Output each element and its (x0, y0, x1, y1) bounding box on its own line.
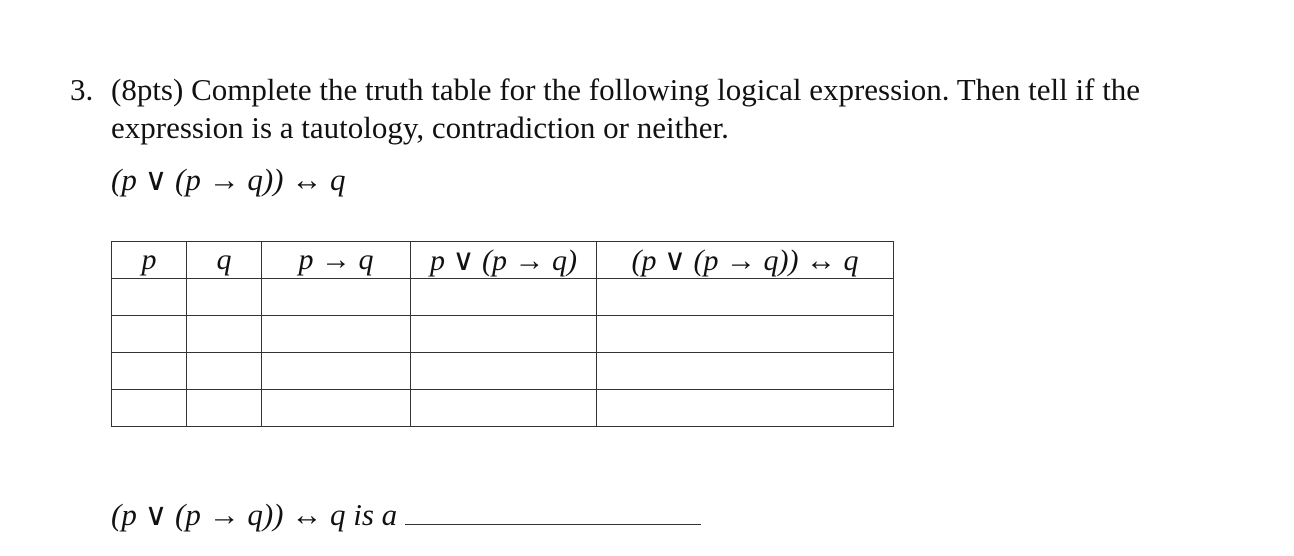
table-cell[interactable] (411, 316, 597, 353)
problem-statement-line-1: (8pts) Complete the truth table for the following logical expression. Then tell if the (111, 72, 1141, 107)
table-cell[interactable] (187, 390, 262, 427)
table-cell[interactable] (112, 279, 187, 316)
table-row (112, 279, 894, 316)
table-cell[interactable] (262, 279, 411, 316)
header-p-implies-q: p → q (262, 242, 411, 279)
table-cell[interactable] (187, 316, 262, 353)
table-cell[interactable] (112, 316, 187, 353)
answer-line (111, 496, 701, 533)
header-biconditional: (p ∨ (p → q)) ↔ q (597, 242, 894, 279)
truth-table-header-row (112, 242, 894, 279)
table-row (112, 353, 894, 390)
answer-prompt: (p ∨ (p → q)) ↔ q is a (111, 497, 398, 532)
problem-number: 3. (70, 72, 94, 107)
table-row (112, 390, 894, 427)
table-cell[interactable] (411, 279, 597, 316)
table-cell[interactable] (112, 353, 187, 390)
header-p: p (112, 242, 187, 279)
table-cell[interactable] (112, 390, 187, 427)
table-cell[interactable] (262, 390, 411, 427)
table-row (112, 316, 894, 353)
truth-table (111, 241, 894, 427)
table-cell[interactable] (597, 316, 894, 353)
header-p-or-p-implies-q: p ∨ (p → q) (411, 242, 597, 279)
table-cell[interactable] (411, 390, 597, 427)
answer-blank[interactable] (405, 496, 701, 525)
table-cell[interactable] (262, 316, 411, 353)
header-q: q (187, 242, 262, 279)
table-cell[interactable] (262, 353, 411, 390)
logical-expression: (p ∨ (p → q)) ↔ q (111, 162, 346, 197)
problem-statement-line-2: expression is a tautology, contradiction or neither. (111, 110, 729, 145)
table-cell[interactable] (187, 353, 262, 390)
table-cell[interactable] (411, 353, 597, 390)
table-cell[interactable] (187, 279, 262, 316)
table-cell[interactable] (597, 390, 894, 427)
table-cell[interactable] (597, 279, 894, 316)
table-cell[interactable] (597, 353, 894, 390)
